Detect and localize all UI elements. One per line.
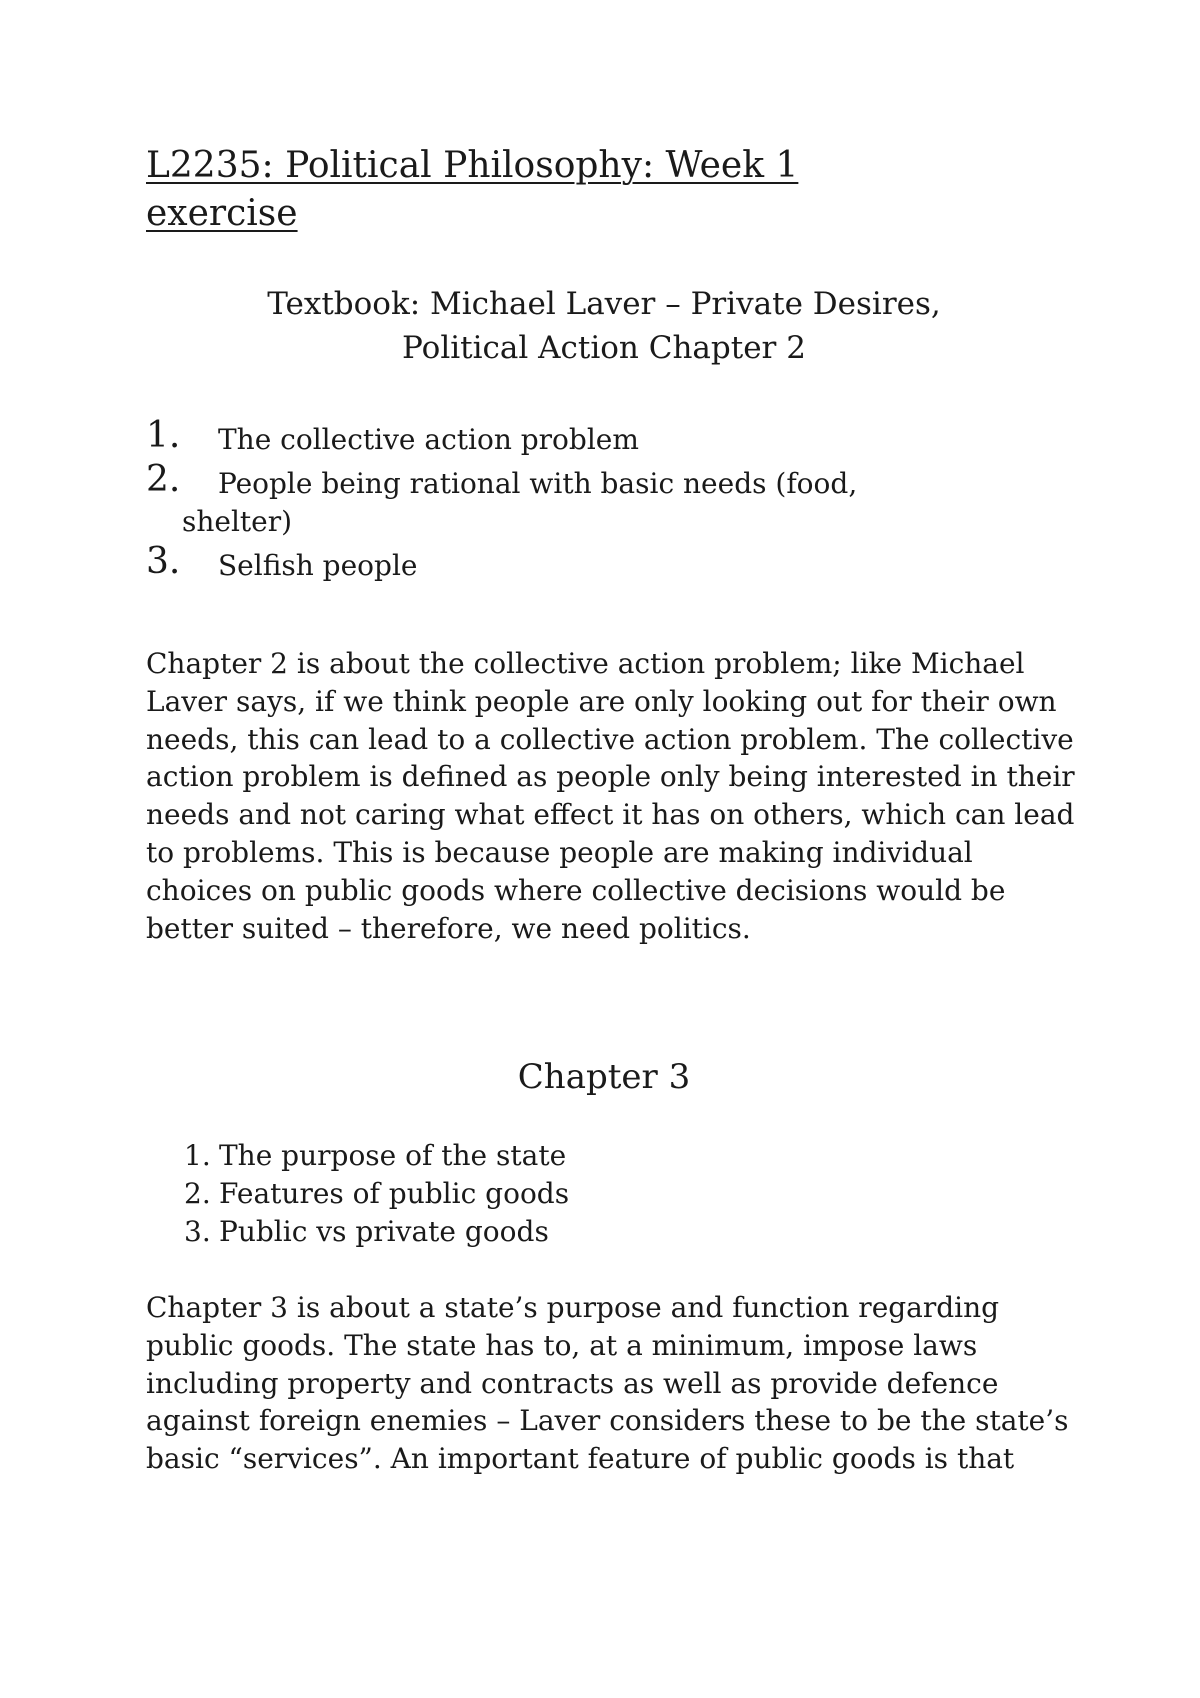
list-item [146, 459, 1046, 541]
chapter3-points-list [146, 1137, 1046, 1250]
list-number: 3. [146, 541, 181, 582]
chapter3-heading: Chapter 3 [517, 1057, 691, 1097]
document-title [146, 142, 1086, 238]
list-item-text: The collective action problem [218, 423, 639, 456]
list-item-text: Selfish people [218, 549, 418, 582]
list-number: 1. [184, 1139, 211, 1172]
list-item [146, 1175, 1046, 1213]
list-number: 2. [184, 1176, 211, 1210]
textbook-subtitle [146, 282, 1062, 370]
list-item [146, 1213, 1046, 1251]
list-item-text: People being rational with basic needs (food, [218, 467, 858, 500]
list-item [146, 541, 1046, 585]
subtitle-line-2: Political Action Chapter 2 [402, 330, 806, 366]
chapter2-paragraph: Chapter 2 is about the collective action problem; like Michael Laver says, if we think people are only looking out for their own needs, this can lead to a collective action problem. The collective action problem is defined as people only being interested in their needs and not caring what effect it has on others, which can lead to problems. This is because people are making individual choices on public goods where collective decisions would be better suited – therefore, we need politics. [146, 647, 1075, 945]
list-item [146, 1137, 1046, 1175]
chapter2-points-list [146, 415, 1046, 591]
list-item-text-continued: shelter) [182, 505, 293, 538]
list-number: 3. [184, 1214, 211, 1248]
subtitle-line-1: Textbook: Michael Laver – Private Desires, [267, 286, 941, 322]
list-number: 2. [146, 459, 181, 500]
title-line-2: exercise [146, 193, 298, 234]
list-item-text: The purpose of the state [219, 1139, 567, 1172]
list-item-text: Public vs private goods [219, 1214, 549, 1248]
chapter3-paragraph: Chapter 3 is about a state’s purpose and function regarding public goods. The state has to, at a minimum, impose laws including property and contracts as well as provide defence against foreign enemies – Laver considers these to be the state’s basic “services”. An important feature of public goods is that [146, 1291, 1069, 1476]
list-number: 1. [146, 415, 181, 456]
title-line-1: L2235: Political Philosophy: Week 1 [146, 145, 799, 186]
list-item [146, 415, 1046, 459]
list-item-text: Features of public goods [219, 1176, 570, 1210]
